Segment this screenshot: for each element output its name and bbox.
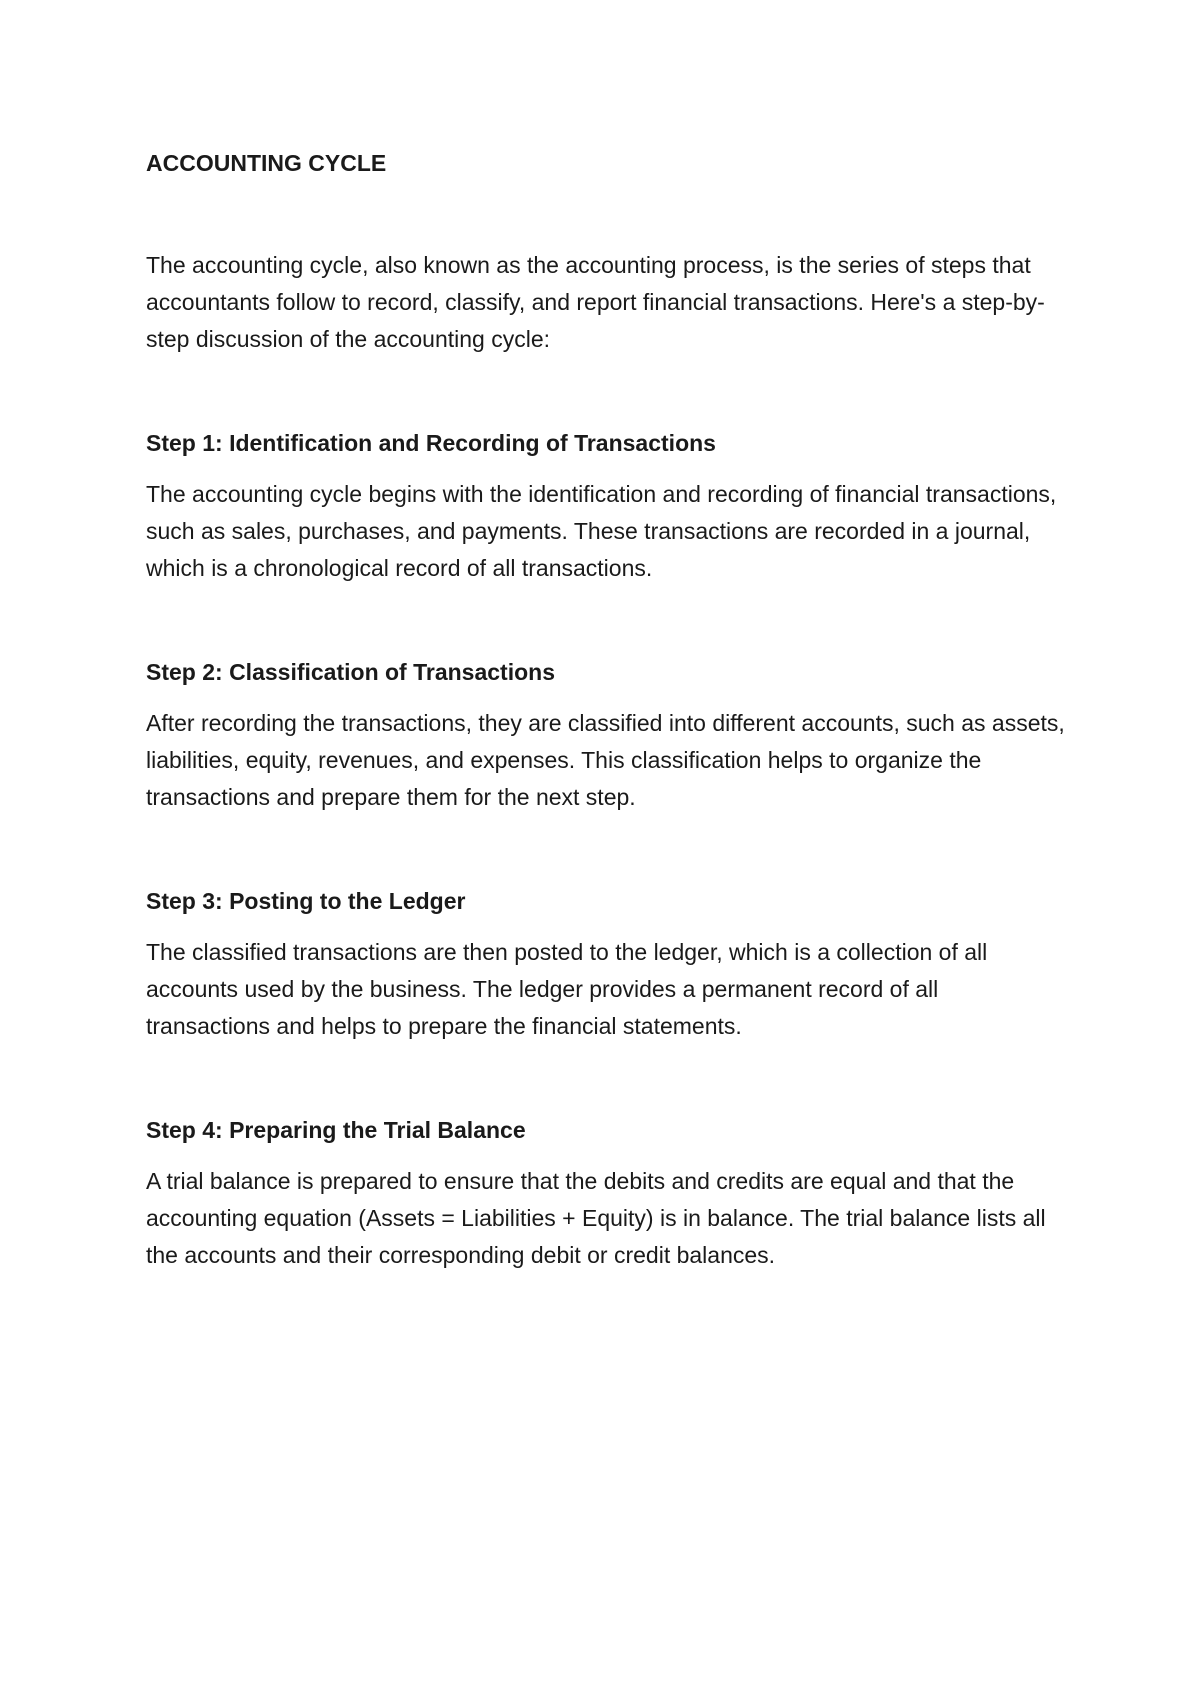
document-title: ACCOUNTING CYCLE bbox=[146, 150, 387, 176]
step-heading: Step 3: Posting to the Ledger bbox=[146, 888, 466, 914]
step-body: After recording the transactions, they are classified into different accounts, such as assets, liabilities, equity, revenues, and expenses. This classification helps to organize the transactions and prepare them for the next step. bbox=[146, 710, 1065, 810]
step-section-4 bbox=[146, 1113, 1066, 1274]
step-heading: Step 1: Identification and Recording of Transactions bbox=[146, 430, 716, 456]
step-section-1 bbox=[146, 426, 1066, 587]
step-body: The classified transactions are then posted to the ledger, which is a collection of all accounts used by the business. The ledger provides a permanent record of all transactions and helps to prepare the financial statements. bbox=[146, 939, 988, 1039]
step-body: A trial balance is prepared to ensure that the debits and credits are equal and that the accounting equation (Assets = Liabilities + Equity) is in balance. The trial balance lists all the accounts and their corresponding debit or credit balances. bbox=[146, 1168, 1046, 1268]
intro-paragraph: The accounting cycle, also known as the accounting process, is the series of steps that accountants follow to record, classify, and report financial transactions. Here's a step-by-step discussion of the accounting cycle: bbox=[146, 252, 1045, 352]
step-heading: Step 4: Preparing the Trial Balance bbox=[146, 1117, 526, 1143]
document-content bbox=[146, 146, 1066, 1274]
step-section-3 bbox=[146, 884, 1066, 1045]
step-section-2 bbox=[146, 655, 1066, 816]
step-body: The accounting cycle begins with the identification and recording of financial transactions, such as sales, purchases, and payments. These transactions are recorded in a journal, which is a chronological record of all transactions. bbox=[146, 481, 1057, 581]
step-heading: Step 2: Classification of Transactions bbox=[146, 659, 555, 685]
